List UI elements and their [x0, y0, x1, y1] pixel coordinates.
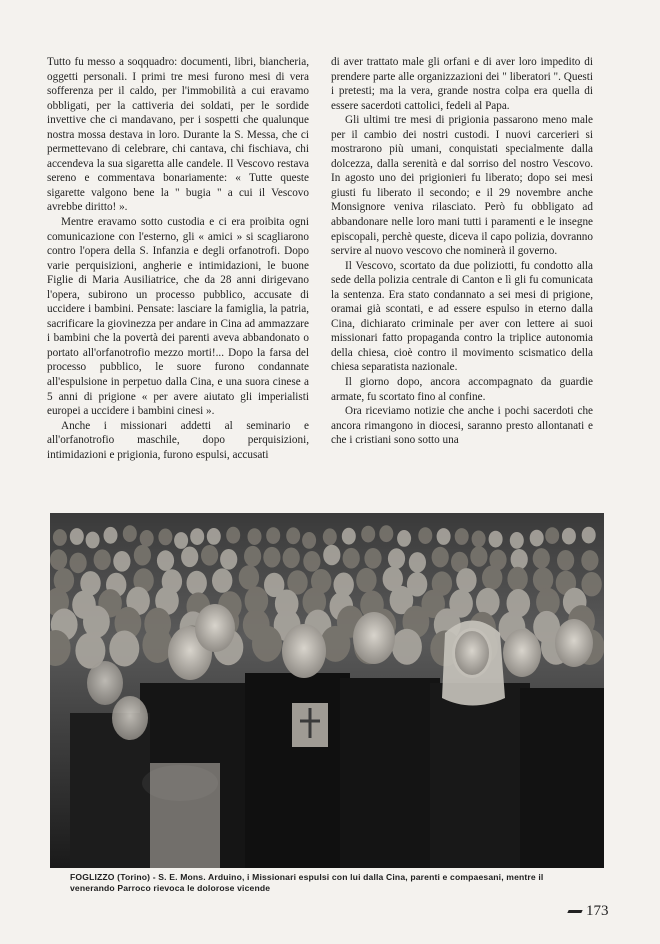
crowd-face [266, 527, 280, 544]
crowd-face [557, 550, 574, 571]
crowd-face [157, 550, 174, 571]
crowd-face [343, 548, 360, 569]
group-photograph [50, 513, 604, 868]
crowd-face [476, 588, 500, 616]
photo-caption [70, 872, 590, 894]
crowd-face [432, 547, 449, 568]
crowd-face [356, 568, 376, 592]
crowd-face [140, 530, 154, 547]
crowd-face [323, 545, 340, 566]
paragraph: Anche i missionari addetti al seminario e all'orfanotrofio maschile, dopo perquisizioni, intimidazioni e prigionia, furono espulsi, accusati [47, 419, 309, 461]
paragraph: Mentre eravamo sotto custodia e ci era proibita ogni comunicazione con l'esterno, gli « amici » si scagliarono contro l'opera della S. Infanzia e degli orfanotrofi. Dopo varie perquisizioni, angherie e intimidazioni, le buone Figlie di Maria Ausiliatrice, che da 28 anni dirigevano l'opera, subirono un processo pubblico, accusate di uccidere i bambini. Pensate: lasciare la famiglia, la patria, sacrificare la giovinezza per andare in Cina ad ammazzare i bambini che la povertà dei parenti aveva abbandonato o portato all'orfanotrofio mezzo morti!... Dopo la farsa del processo pubblico, le suore furono condannate all'espulsione in perpetuo dalla Cina, e una suora cinese a 5 anni di prigione « per avere aiutato gli imperialisti europei a uccidere i bambini cinesi ». [47, 216, 309, 418]
crowd-face [53, 529, 67, 546]
paragraph: Il Vescovo, scortato da due poliziotti, fu condotto alla sede della polizia centrale di Canton e lì gli fu comunicata la sentenza. Era stato condannato a sei mesi di prigione, oramai già scontati, e ad essere espulso in eterno dalla Cina, dichiarato criminale per aver con lettere ai suoi missionari fatto propaganda contro la triplice autonomia della chiesa, cioè contro il movimento scismatico della chiesa separatista nazionale. [331, 259, 593, 374]
crowd-face [283, 548, 300, 569]
crowd-face [201, 545, 218, 566]
crowd-face [239, 565, 259, 589]
crowd-face [342, 528, 356, 545]
right-text-column [331, 55, 593, 448]
crowd-face [581, 572, 601, 596]
crowd-face [70, 553, 87, 574]
crowd-face [174, 532, 188, 549]
crowd-face [456, 568, 476, 592]
paragraph: Il giorno dopo, ancora accompagnato da guardie armate, fu scortato fino al confine. [331, 376, 593, 403]
crowd-face [190, 528, 204, 545]
crowd-face [158, 529, 172, 546]
crowd-face [533, 548, 550, 569]
crowd-face [86, 532, 100, 549]
crowd-face [70, 528, 84, 545]
paragraph: di aver trattato male gli orfani e di aver loro impedito di prendere parte alle organizzazioni dei " liberatori ". Questi i pretesti; ma la vera, grande nostra colpa era quella di essere sacerdoti cattolici, fedeli al Papa. [331, 56, 593, 112]
crowd-face [252, 626, 282, 662]
crowd-face [361, 526, 375, 543]
crowd-face [94, 549, 111, 570]
crowd-face [113, 551, 130, 572]
crowd-face [212, 568, 232, 592]
crowd-face [109, 631, 139, 667]
paragraph: Gli ultimi tre mesi di prigionia passarono meno male per il cambio dei nostri custodi. I nuovi carcerieri si mostrarono più umani, conquistati specialmente dalla dolcezza, dalla serenità e dal sorriso del nostro Vescovo. In agosto uno dei prigionieri fu liberato; dopo sei mesi giusti fu liberato il secondo; e il 29 novembre anche Monsignore veniva rilasciato. Però fu obbligato ad abbandonare nelle loro mani tutti i paramenti e le insegne episcopali, perchè queste, diceva il capo polizia, dovranno servire al nuovo vescovo che nominerà il governo. [331, 114, 593, 258]
crowd-face [123, 525, 137, 542]
crowd-face [562, 528, 576, 545]
crowd-face [533, 567, 553, 591]
crowd-face [248, 528, 262, 545]
crowd-face [437, 528, 451, 545]
crowd-face [530, 530, 544, 547]
crowd-face [286, 527, 300, 544]
crowd-face [104, 527, 118, 544]
crowd-face [207, 528, 221, 545]
page-number: 173 [568, 903, 609, 920]
crowd-face [364, 548, 381, 569]
crowd-face [302, 532, 316, 549]
crowd-face [50, 549, 67, 570]
crowd-face [507, 567, 527, 591]
crowd-face [226, 527, 240, 544]
caption-place: FOGLIZZO (Torino) [70, 872, 151, 882]
crowd-face [181, 547, 198, 568]
crowd-face [409, 552, 426, 573]
crowd-face [83, 606, 110, 638]
crowd-face [545, 527, 559, 544]
crowd-face [388, 548, 405, 569]
crowd-face [244, 546, 261, 567]
crowd-face [510, 532, 524, 549]
crowd-face [263, 547, 280, 568]
crowd-face [455, 528, 469, 545]
crowd-face [581, 550, 598, 571]
crowd-face [134, 545, 151, 566]
crowd-face [472, 531, 486, 548]
left-text-column [47, 55, 309, 462]
dash-ornament-icon [567, 910, 582, 913]
crowd-face [323, 528, 337, 545]
crowd-face [379, 525, 393, 542]
crowd-face [142, 627, 172, 663]
caption-text: - S. E. Mons. Arduino, i Missionari espulsi con lui dalla Cina, parenti e compaesani, mentre il venerando Parroco rievoca le dolorose vicende [70, 872, 544, 893]
crowd-face [392, 629, 422, 665]
crowd-face [418, 527, 432, 544]
crowd-face [470, 546, 487, 567]
crowd-face [582, 527, 596, 544]
crowd-face [511, 549, 528, 570]
crowd-face [187, 571, 207, 595]
crowd-face [482, 566, 502, 590]
crowd-face [397, 530, 411, 547]
crowd-face [489, 531, 503, 548]
paragraph: Ora riceviamo notizie che anche i pochi sacerdoti che ancora rimangono in diocesi, saranno presto allontanati e che i cristiani sono sotto una [331, 405, 593, 447]
crowd-face [303, 551, 320, 572]
crowd-face [220, 549, 237, 570]
paragraph: Tutto fu messo a soqquadro: documenti, libri, biancheria, oggetti personali. I primi tre mesi furono mesi di vera sofferenza per il caldo, per l'immobilità a cui eravamo obbligati, per la cattiveria dei soldati, per le sordide invettive che ci mandavano, per i sospetti che qualunque nostra mossa destava in loro. Durante la S. Messa, che ci permettevano di celebrare, chi cantava, chi fischiava, chi accendeva la sua sigaretta alle candele. Il Vescovo restava sereno e commentava bonariamente: « Tutte queste sigarette valgono bene la " bugia " a cui il Vescovo avrebbe diritto! ». [47, 56, 309, 214]
